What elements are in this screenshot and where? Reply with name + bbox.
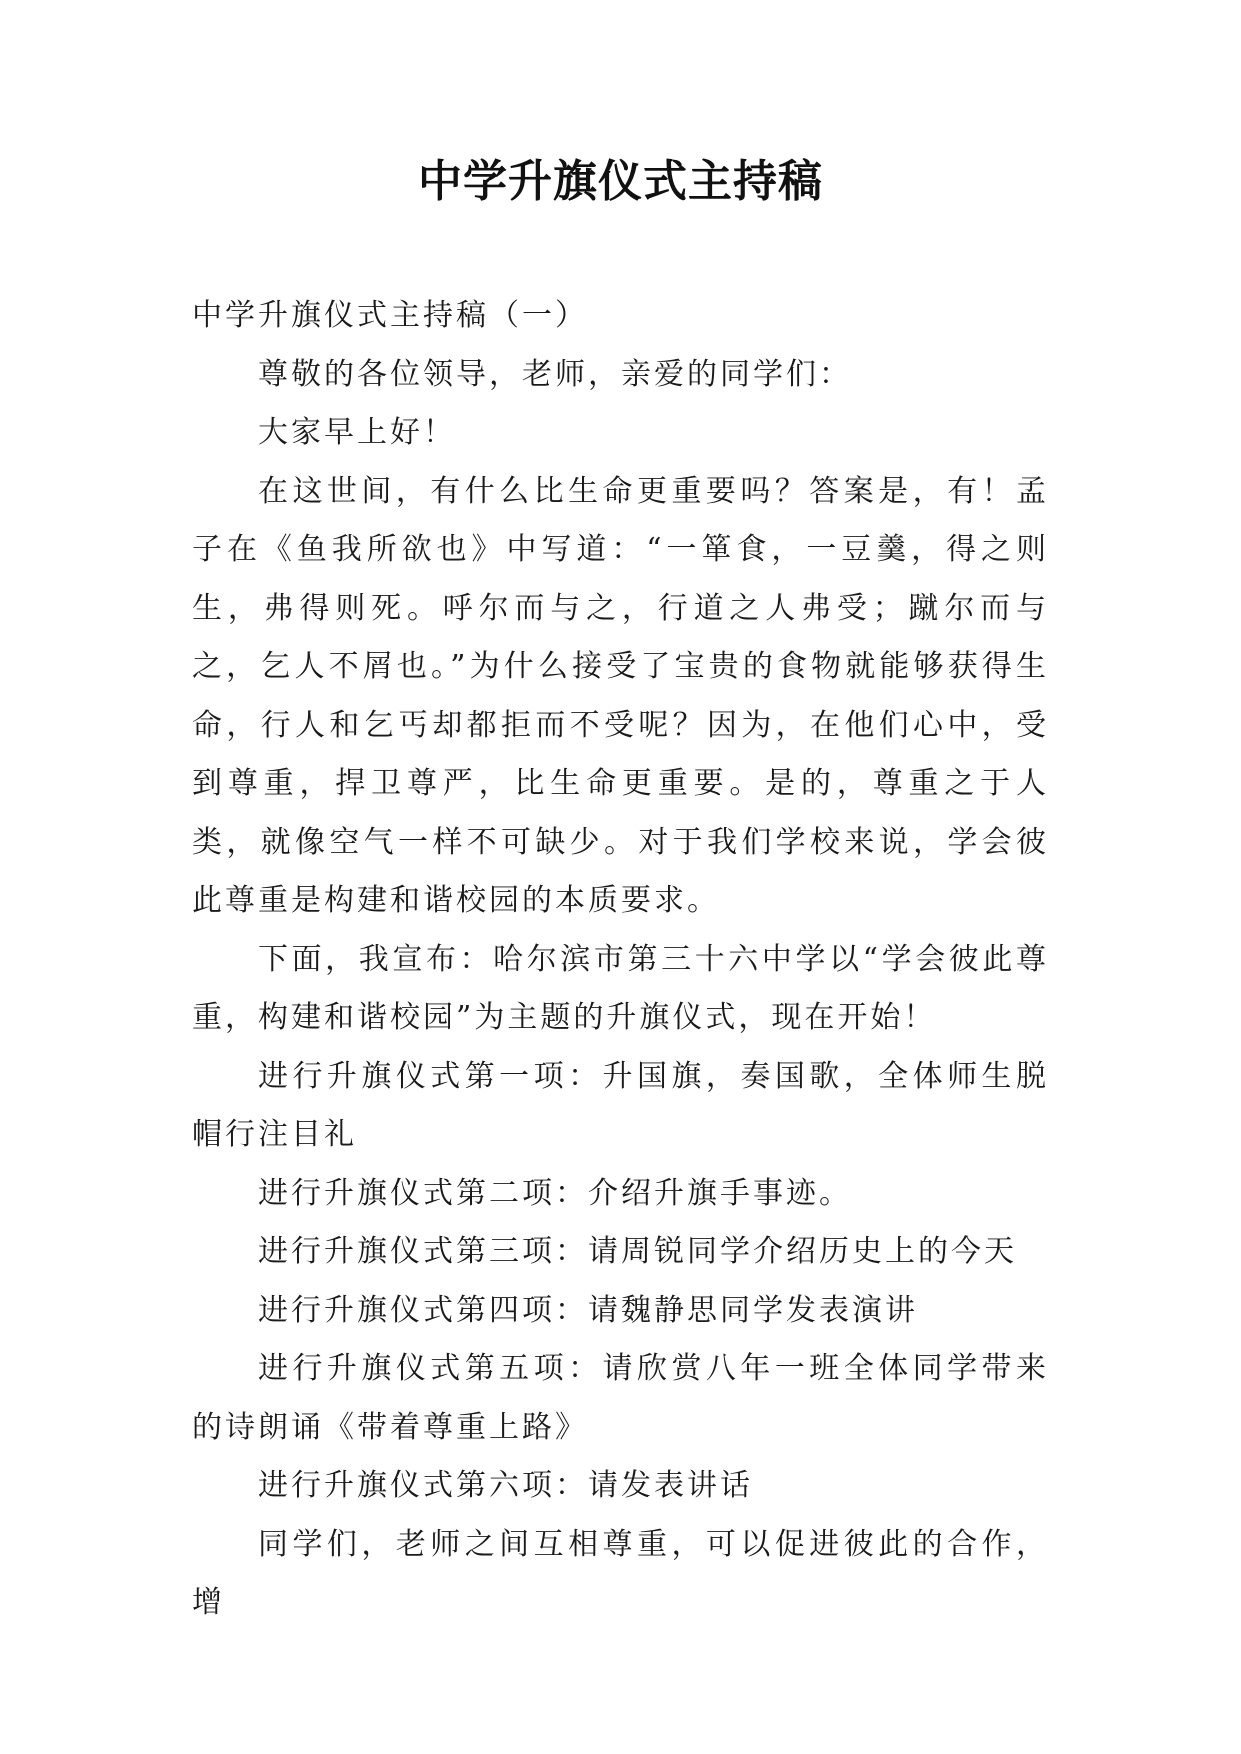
paragraph-item-5: 进行升旗仪式第五项：请欣赏八年一班全体同学带来的诗朗诵《带着尊重上路》 xyxy=(192,1351,1049,1445)
paragraph-good-morning: 大家早上好！ xyxy=(258,415,456,450)
document-title: 中学升旗仪式主持稿 xyxy=(418,156,823,207)
document-body xyxy=(192,287,1049,1633)
paragraph-item-6: 进行升旗仪式第六项：请发表讲话 xyxy=(258,1468,753,1503)
paragraph-item-4: 进行升旗仪式第四项：请魏静思同学发表演讲 xyxy=(258,1292,918,1328)
paragraph-announcement: 下面，我宣布：哈尔滨市第三十六中学以“学会彼此尊重，构建和谐校园”为主题的升旗仪式，现在开始！ xyxy=(192,941,1049,1035)
paragraph-respect-intro: 在这世间，有什么比生命更重要吗？答案是，有！孟子在《鱼我所欲也》中写道：“一箪食，一豆羹，得之则生，弗得则死。呼尔而与之，行道之人弗受；蹴尔而与之，乞人不屑也。”为什么接受了宝贵的食物就能够获得生命，行人和乞丐却都拒而不受呢？因为，在他们心中，受到尊重，捍卫尊严，比生命更重要。是的，尊重之于人类，就像空气一样不可缺少。对于我们学校来说，学会彼此尊重是构建和谐校园的本质要求。 xyxy=(192,473,1049,918)
paragraph-closing: 同学们，老师之间互相尊重，可以促进彼此的合作，增 xyxy=(192,1526,1049,1620)
paragraph-item-3: 进行升旗仪式第三项：请周锐同学介绍历史上的今天 xyxy=(258,1234,1017,1269)
section-heading: 中学升旗仪式主持稿（一） xyxy=(192,298,588,333)
paragraph-item-2: 进行升旗仪式第二项：介绍升旗手事迹。 xyxy=(258,1175,852,1211)
paragraph-item-1: 进行升旗仪式第一项：升国旗，奏国歌，全体师生脱帽行注目礼 xyxy=(192,1058,1049,1152)
paragraph-greeting: 尊敬的各位领导，老师，亲爱的同学们： xyxy=(258,356,852,392)
